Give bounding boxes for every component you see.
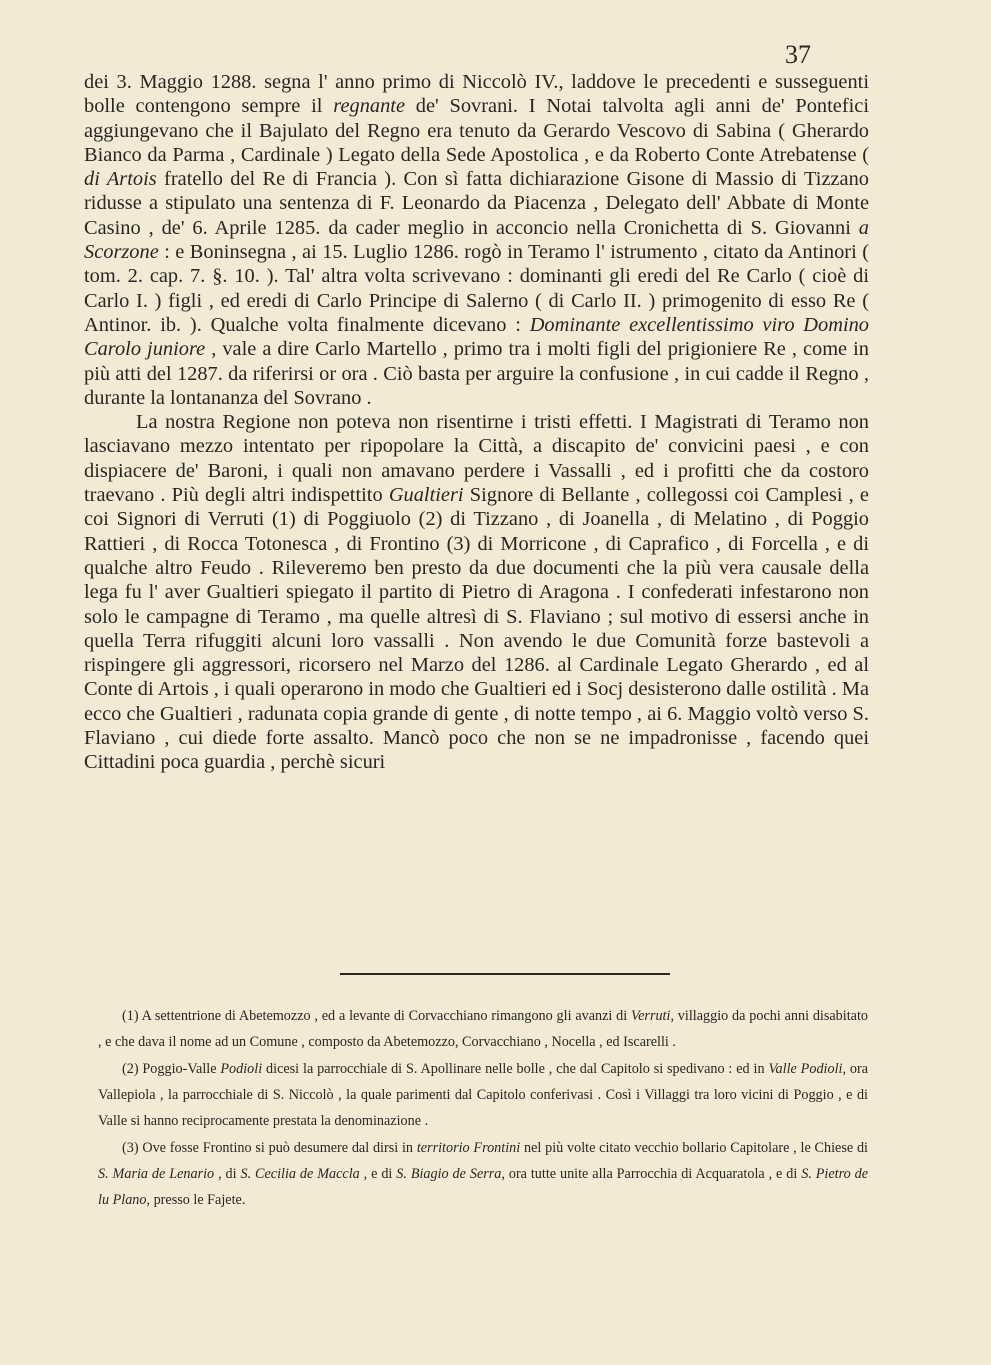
italic-run: S. Cecilia de Maccla xyxy=(240,1166,360,1182)
paragraph xyxy=(84,410,869,774)
footnote-3 xyxy=(98,1135,868,1213)
text-run: (2) Poggio-Valle xyxy=(122,1061,221,1077)
text-run: nel più volte citato vecchio bollario Capitolare , le Chiese di xyxy=(520,1140,868,1156)
text-run: dicesi la parrocchiale di S. Apollinare nelle bolle , che dal Capitolo si spedivano : ed in xyxy=(262,1061,769,1077)
italic-run: S. Pietro de lu Plano xyxy=(98,1166,868,1208)
footnote-separator xyxy=(340,973,670,975)
italic-run: a Scorzone xyxy=(84,216,869,264)
text-run: Signore di Bellante , collegossi coi Camplesi , e coi Signori di Verruti (1) di Poggiuolo (2) di Tizzano , di Joanella , di Melatino , di Poggio Rattieri , di Rocca Totonesca , di Frontino (3) di Morricone , di Caprafico , di Forcella , e di qualche altro Feudo . Rileveremo ben presto da due documenti che la più vera causale della lega fu l' aver Gualtieri spiegato il partito di Pietro di Aragona . I confederati infestarono non solo le campagne di Teramo , ma quelle altresì di S. Flaviano ; sul motivo di essersi anche in quella Terra rifuggiti alcuni loro vassalli . Non avendo le due Comunità forze bastevoli a rispingere gli aggressori, ricorsero nel Marzo del 1286. al Cardinale Legato Gherardo , ed al Conte di Artois , i quali operarono in modo che Gualtieri ed i Socj desisterono dalle ostilità . Ma ecco che Gualtieri , radunata copia grande di gente , di notte tempo , ai 6. Maggio voltò verso S. Flaviano , cui diede forte assalto. Mancò poco che non se ne impadronisse , facendo quei Cittadini poca guardia , perchè sicuri xyxy=(84,484,869,774)
text-run: de' Sovrani. I Notai talvolta agli anni de' Pontefici aggiungevano che il Bajulato del Regno era tenuto da Gerardo Vescovo di Sabina ( Gherardo Bianco da Parma , Cardinale ) Legato della Sede Apostolica , e da Roberto Conte Atrebatense ( xyxy=(84,95,869,166)
italic-run: Gualtieri xyxy=(388,484,464,507)
italic-run: territorio Frontini xyxy=(416,1140,521,1156)
footnote-2 xyxy=(98,1056,868,1134)
text-run: (1) A settentrione di Abetemozzo , ed a levante di Corvacchiano rimangono gli avanzi di xyxy=(122,1008,632,1024)
text-run: La nostra Regione non poteva non risentirne i tristi effetti. I Magistrati di Teramo non lasciavano mezzo intentato per ripopolare la Città, a discapito de' convicini paesi , e con dispiacere de' Baroni, i quali non amavano perdere i Vassalli , ed i profitti che da costoro traevano . Più degli altri indispettito xyxy=(84,411,869,507)
italic-run: Verruti xyxy=(631,1008,671,1024)
text-run: fratello del Re di Francia ). Con sì fatta dichiarazione Gisone di Massio di Tizzano ridusse a stipulato una sentenza di F. Leonardo da Piacenza , Delegato dell' Abbate di Monte Casino , de' 6. Aprile 1285. da cader meglio in acconcio nella Cronichetta di S. Giovanni xyxy=(84,168,869,239)
text-run: , ora Vallepiola , la parrocchiale di S. Niccolò , la quale parimenti dal Capitolo conferivasi . Così i Villaggi tra loro vicini di Poggio , e di Valle si hanno reciprocamente prestata la denominazione . xyxy=(98,1061,868,1129)
footnotes xyxy=(98,1003,868,1214)
italic-run: Podioli xyxy=(220,1061,263,1077)
italic-run: di Artois xyxy=(84,168,157,191)
text-run: , di xyxy=(214,1166,241,1182)
italic-run: Valle Podioli xyxy=(768,1061,843,1077)
main-text xyxy=(84,70,869,775)
page-number: 37 xyxy=(785,40,811,69)
text-run: , e di xyxy=(359,1166,397,1182)
text-run: , villaggio da pochi anni disabitato , e che dava il nome ad un Comune , composto da Abetemozzo, Corvacchiano , Nocella , ed Iscarelli . xyxy=(98,1008,868,1050)
footnote-1 xyxy=(98,1003,868,1055)
italic-run: S. Biagio de Serra xyxy=(396,1166,502,1182)
text-run: dei 3. Maggio 1288. segna l' anno primo di Niccolò IV., laddove le precedenti e susseguenti bolle contengono sempre il xyxy=(84,71,869,118)
text-run: : e Boninsegna , ai 15. Luglio 1286. rogò in Teramo l' istrumento , citato da Antinori ( tom. 2. cap. 7. §. 10. ). Tal' altra volta scrivevano : dominanti gli eredi del Re Carlo ( cioè di Carlo I. ) figli , ed eredi di Carlo Principe di Salerno ( di Carlo II. ) primogenito di esso Re ( Antinor. ib. ). Qualche volta finalmente dicevano : xyxy=(84,241,869,336)
paragraph-continued xyxy=(84,70,869,410)
text-run: , presso le Fajete. xyxy=(146,1192,246,1208)
text-run: (3) Ove fosse Frontino si può desumere dal dirsi in xyxy=(122,1140,417,1156)
italic-run: regnante xyxy=(333,95,405,118)
text-run: , ora tutte unite alla Parrocchia di Acquaratola , e di xyxy=(501,1166,802,1182)
italic-run: S. Maria de Lenario xyxy=(98,1166,215,1182)
text-run: , vale a dire Carlo Martello , primo tra i molti figli del prigioniere Re , come in più atti del 1287. da riferirsi or ora . Ciò basta per arguire la confusione , in cui cadde il Regno , durante la lontananza del Sovrano . xyxy=(84,338,869,409)
italic-run: Dominante excellentissimo viro Domino Carolo juniore xyxy=(84,313,870,361)
